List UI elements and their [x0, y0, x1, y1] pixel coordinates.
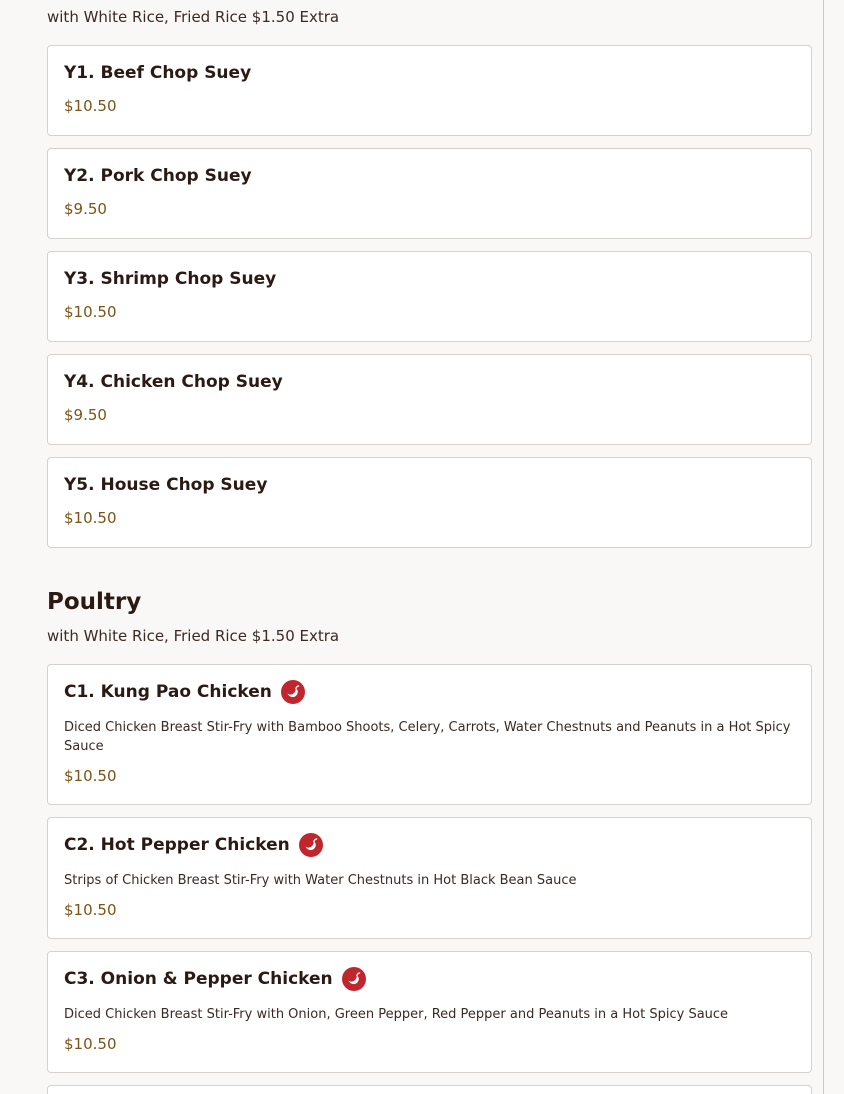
item-price: $10.50	[64, 1035, 117, 1053]
item-description: Diced Chicken Breast Stir-Fry with Onion, Green Pepper, Red Pepper and Peanuts in a Hot Spicy Sauce	[64, 1007, 729, 1022]
item-name: Y4. Chicken Chop Suey	[64, 372, 283, 392]
section-note: with White Rice, Fried Rice $1.50 Extra	[47, 8, 340, 26]
item-description: Diced Chicken Breast Stir-Fry with Bamboo Shoots, Celery, Carrots, Water Chestnuts and Peanuts in a Hot Spicy Sauce	[64, 720, 791, 754]
chili-pepper-icon	[281, 680, 305, 704]
chili-pepper-icon	[299, 833, 323, 857]
item-price: $9.50	[64, 406, 107, 424]
menu-item-card[interactable]	[47, 664, 812, 805]
menu-item-card[interactable]	[47, 45, 812, 136]
item-price: $10.50	[64, 303, 117, 321]
item-price: $10.50	[64, 509, 117, 527]
item-name: C2. Hot Pepper Chicken	[64, 835, 290, 855]
scrollbar-divider	[823, 0, 824, 1094]
item-price: $10.50	[64, 901, 117, 919]
item-price: $9.50	[64, 200, 107, 218]
menu-item-card[interactable]	[47, 817, 812, 939]
menu-item-card[interactable]	[47, 951, 812, 1073]
section-title: Poultry	[47, 589, 142, 615]
item-price: $10.50	[64, 97, 117, 115]
item-name: Y3. Shrimp Chop Suey	[64, 269, 277, 289]
item-name: Y1. Beef Chop Suey	[64, 63, 252, 83]
section-note: with White Rice, Fried Rice $1.50 Extra	[47, 627, 340, 645]
menu-item-card[interactable]	[47, 148, 812, 239]
menu-item-card[interactable]	[47, 457, 812, 548]
item-name: Y5. House Chop Suey	[64, 475, 268, 495]
item-name-row	[64, 833, 323, 857]
item-name: C1. Kung Pao Chicken	[64, 682, 272, 702]
item-name: C3. Onion & Pepper Chicken	[64, 969, 333, 989]
item-name: Y2. Pork Chop Suey	[64, 166, 252, 186]
menu-item-card[interactable]	[47, 354, 812, 445]
item-description: Strips of Chicken Breast Stir-Fry with Water Chestnuts in Hot Black Bean Sauce	[64, 873, 577, 888]
item-name-row	[64, 680, 305, 704]
chili-pepper-icon	[342, 967, 366, 991]
item-name-row	[64, 967, 366, 991]
menu-item-card[interactable]	[47, 1085, 812, 1094]
menu-item-card[interactable]	[47, 251, 812, 342]
item-price: $10.50	[64, 767, 117, 785]
